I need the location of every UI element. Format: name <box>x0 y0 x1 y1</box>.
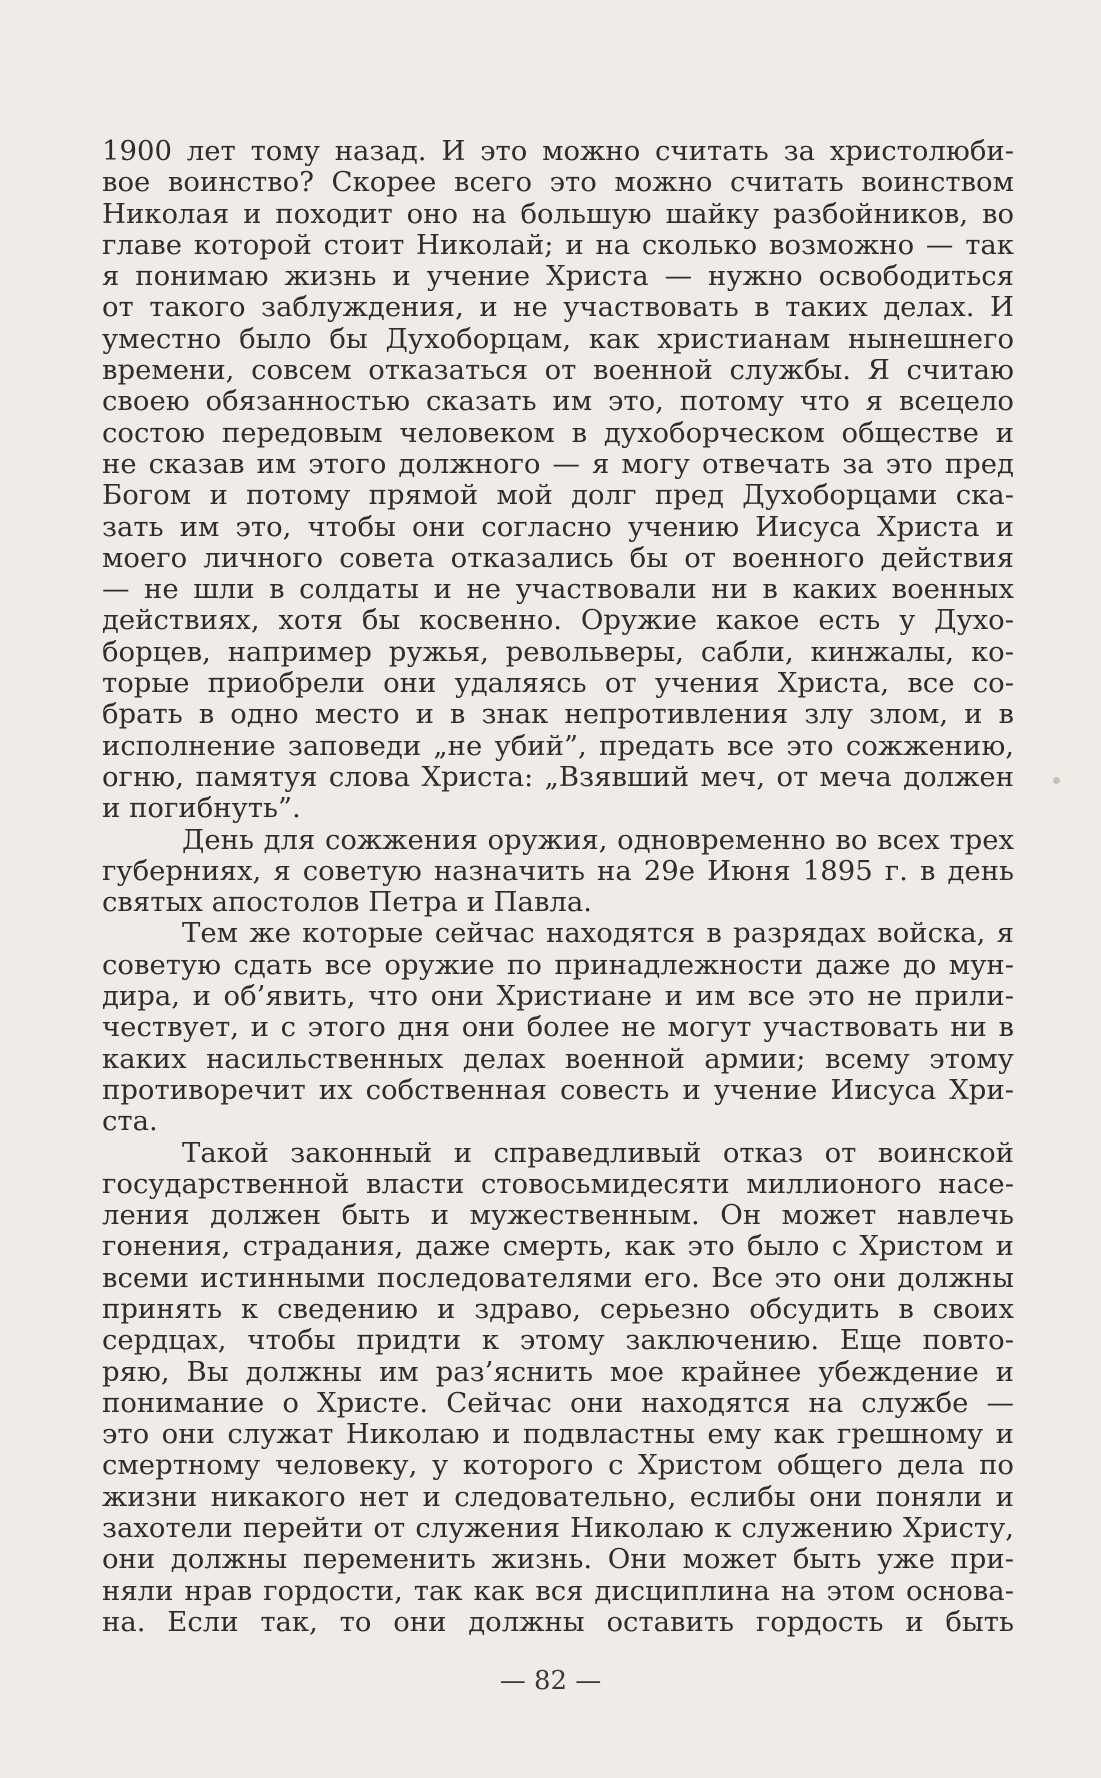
text-line: времени, совсем отказаться от военной службы. Я считаю <box>102 355 1014 387</box>
text-line: огню, памятуя слова Христа: „Взявший меч, от меча должен <box>102 761 1014 793</box>
text-line: не сказав им этого должного — я могу отвечать за это пред <box>102 448 1014 480</box>
text-line: 1900 лет тому назад. И это можно считать за христолюби- <box>102 136 1014 167</box>
text-line: главе которой стоит Николай; и на сколько возможно — так <box>102 229 1014 261</box>
text-line: ления должен быть и мужественным. Он может навлечь <box>102 1200 1014 1232</box>
text-line: губерниях, я советую назначить на 29е Июня 1895 г. в день <box>102 855 1014 887</box>
text-line: борцев, например ружья, револьверы, сабли, кинжалы, ко- <box>102 636 1014 668</box>
text-line: каких насильственных делах военной армии; всему этому <box>102 1043 1014 1075</box>
text-line: действиях, хотя бы косвенно. Оружие какое есть у Духо- <box>102 605 1014 637</box>
text-line: ряю, Вы должны им раз’яснить мое крайнее убеждение и <box>102 1356 1014 1388</box>
page-number: — 82 — <box>499 1666 602 1696</box>
text-line: понимание о Христе. Сейчас они находятся на службе — <box>102 1387 1014 1419</box>
text-line: Богом и потому прямой мой долг пред Духоборцами ска- <box>102 480 1014 512</box>
text-line: ста. <box>102 1106 158 1138</box>
paragraph-first-line: Такой законный и справедливый отказ от воинской <box>182 1137 1014 1169</box>
text-line: гонения, страдания, даже смерть, как это было с Христом и <box>102 1231 1014 1263</box>
text-line: — не шли в солдаты и не участвовали ни в каких военных <box>102 574 1014 606</box>
paragraph-first-line: День для сожжения оружия, одновременно во всех трех <box>182 824 1014 856</box>
text-line: няли нрав гордости, так как вся дисциплина на этом основа- <box>102 1575 1014 1607</box>
text-line: зать им это, чтобы они согласно учению Иисуса Христа и <box>102 511 1014 543</box>
text-line: на. Если так, то они должны оставить гордость и быть <box>102 1606 1014 1638</box>
text-line: уместно было бы Духоборцам, как христианам нынешнего <box>102 323 1014 355</box>
text-line: сердцах, чтобы придти к этому заключению. Еще повто- <box>102 1325 1014 1357</box>
text-line: всеми истинными последователями его. Все это они должны <box>102 1262 1014 1294</box>
text-line: принять к сведению и здраво, серьезно обсудить в своих <box>102 1293 1014 1325</box>
text-line: исполнение заповеди „не убий”, предать все это сожжению, <box>102 730 1014 762</box>
text-line: от такого заблуждения, и не участвовать в таких делах. И <box>102 292 1014 324</box>
text-line: жизни никакого нет и следовательно, еслибы они поняли и <box>102 1481 1014 1513</box>
text-line: государственной власти стовосьмидесяти миллионого насе- <box>102 1168 1014 1200</box>
body-text <box>102 136 1014 1638</box>
paragraph-first-line: Тем же которые сейчас находятся в разрядах войска, я <box>182 918 1014 950</box>
text-line: святых апостолов Петра и Павла. <box>102 887 593 919</box>
text-line: дира, и об’явить, что они Христиане и им все это не прили- <box>102 981 1014 1013</box>
text-line: противоречит их собственная совесть и учение Иисуса Хри- <box>102 1074 1014 1106</box>
paper-speck <box>1053 777 1060 784</box>
text-line: моего личного совета отказались бы от военного действия <box>102 542 1014 574</box>
text-line: и погибнуть”. <box>102 793 301 825</box>
text-line: чествует, и с этого дня они более не могут участвовать ни в <box>102 1012 1014 1044</box>
text-line: брать в одно место и в знак непротивления злу злом, и в <box>102 699 1014 731</box>
text-line: это они служат Николаю и подвластны ему как грешному и <box>102 1419 1014 1451</box>
text-line: торые приобрели они удаляясь от учения Христа, все со- <box>102 668 1014 700</box>
text-line: советую сдать все оружие по принадлежности даже до мун- <box>102 949 1014 981</box>
text-line: захотели перейти от служения Николаю к служению Христу, <box>102 1513 1014 1545</box>
text-line: вое воинство? Скорее всего это можно считать воинством <box>102 167 1014 199</box>
text-line: состою передовым человеком в духоборческом обществе и <box>102 417 1014 449</box>
text-line: своею обязанностью сказать им это, потому что я всецело <box>102 386 1014 418</box>
text-line: Николая и походит оно на большую шайку разбойников, во <box>102 198 1014 230</box>
text-line: я понимаю жизнь и учение Христа — нужно освободиться <box>102 261 1014 293</box>
text-line: они должны переменить жизнь. Они может быть уже при- <box>102 1544 1014 1576</box>
text-line: смертному человеку, у которого с Христом общего дела по <box>102 1450 1014 1482</box>
